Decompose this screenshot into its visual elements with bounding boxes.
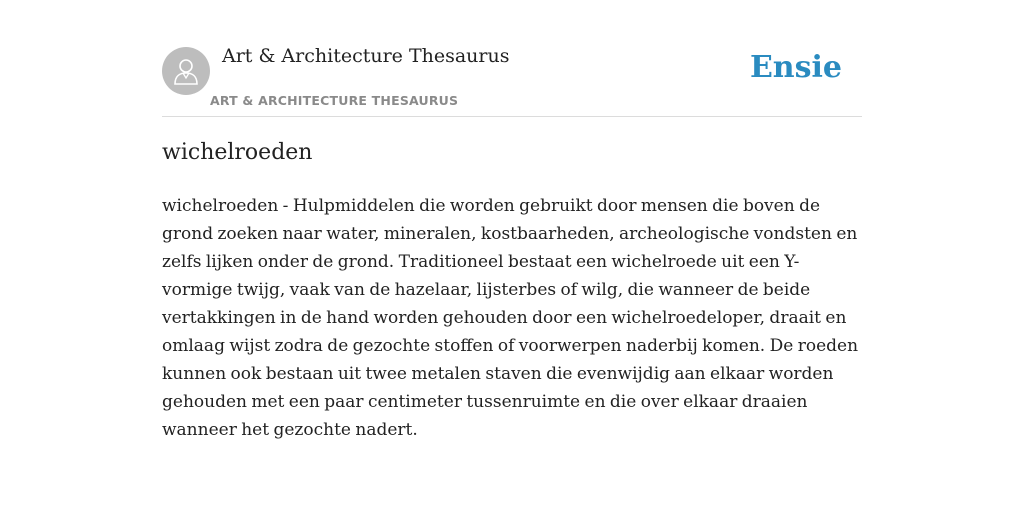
entry-definition: wichelroeden - Hulpmiddelen die worden gebruikt door mensen die boven de grond zoeken naar water, mineralen, kostbaarheden, archeologische vondsten en zelfs lijken onder de grond. Traditioneel bestaat een wichelroede uit een Y-vormige twijg, vaak van de hazelaar, lijsterbes of wilg, die wanneer de beide vertakkingen in de hand worden gehouden door een wichelroedeloper, draait en omlaag wijst zodra de gezochte stoffen of voorwerpen naderbij komen. De roeden kunnen ook bestaan uit twee metalen staven die evenwijdig aan elkaar worden gehouden met een paar centimeter tussenruimte en die over elkaar draaien wanneer het gezochte nadert.: [162, 196, 859, 440]
entry-card: [162, 0, 862, 512]
entry-title: wichelroeden: [162, 140, 313, 165]
source-title[interactable]: Art & Architecture Thesaurus: [222, 45, 510, 67]
avatar[interactable]: [162, 47, 210, 95]
source-header: [162, 0, 862, 117]
brand-logo[interactable]: Ensie: [749, 50, 842, 85]
source-subtitle: ART & ARCHITECTURE THESAURUS: [210, 93, 459, 108]
user-icon: [173, 57, 199, 85]
